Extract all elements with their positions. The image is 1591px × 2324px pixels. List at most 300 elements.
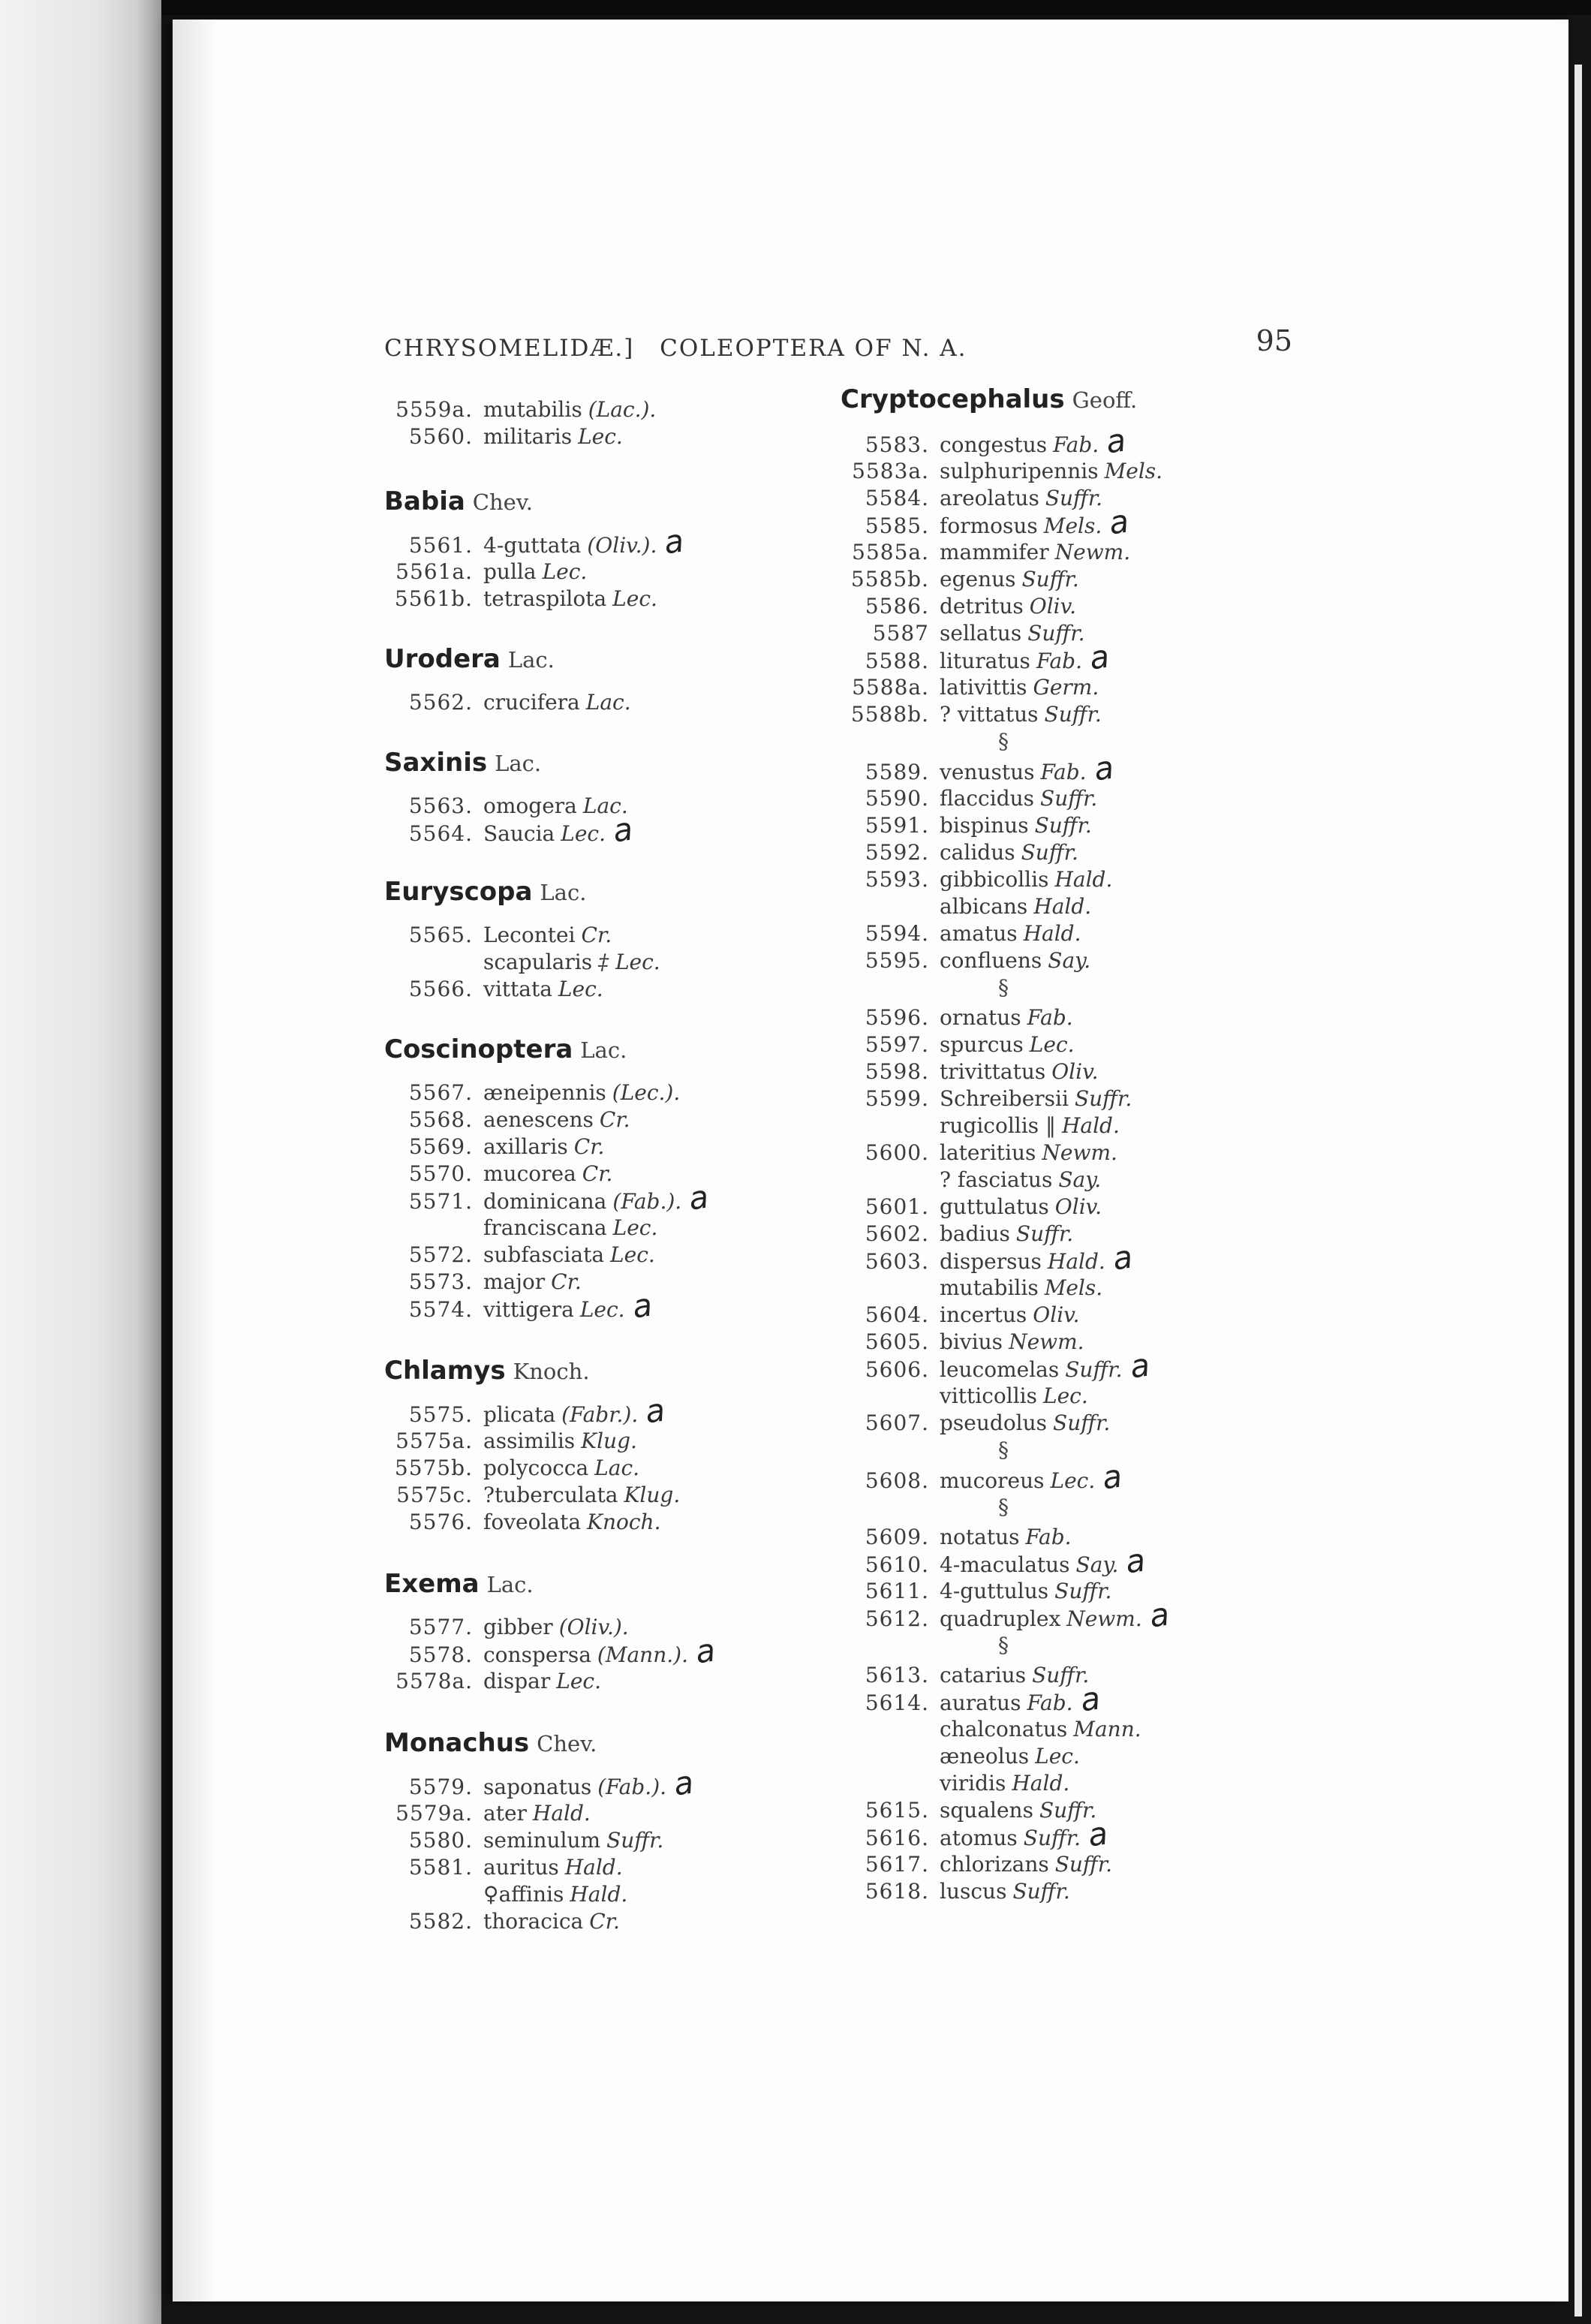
species-author: Fab. [1053,432,1099,457]
species-name: foveolata [483,1510,582,1534]
species-name: polycocca [483,1456,589,1480]
section-mark: § [998,1495,1009,1519]
catalog-number: 5604. [865,1302,929,1327]
catalog-number: 5617. [865,1852,929,1877]
species-author: (Fabr.). [561,1402,639,1427]
catalog-number: 5566. [408,977,473,1001]
handwritten-annotation: a [630,1286,654,1326]
species-name: bispinus [940,813,1029,838]
species-name: gibbicollis [940,867,1049,892]
species-name: ? vittatus [940,702,1039,727]
genus-author: Geoff. [1072,387,1138,413]
species-author: Lec. [1050,1468,1096,1493]
species-entry [384,1668,601,1695]
genus-heading [384,1356,590,1387]
species-entry [384,1286,654,1326]
catalog-number: 5616. [865,1826,929,1850]
genus-author: Lac. [580,1037,627,1063]
species-name: ♀affinis [483,1882,564,1907]
species-author: Cr. [582,1161,613,1186]
species-name: rugicollis ‖ [940,1113,1056,1138]
species-entry [841,1085,1132,1112]
genus-name: Cryptocephalus [841,384,1065,414]
catalog-number: 5618. [865,1879,929,1904]
species-entry [841,1410,1110,1437]
species-author: Lec. [610,1242,655,1267]
catalog-number: 5613. [865,1663,929,1687]
species-name: formosus [940,513,1038,538]
species-entry [384,976,603,1003]
species-author: Newm. [1042,1140,1117,1165]
species-author: Lec. [556,1669,601,1693]
species-entry [384,1455,639,1482]
species-name: lituratus [940,649,1030,673]
species-name: guttulatus [940,1194,1049,1219]
species-name: axillaris [483,1134,568,1159]
species-entry [384,1079,680,1106]
species-name: ? fasciatus [940,1167,1053,1192]
species-entry [384,1827,663,1854]
species-name: plicata [483,1402,556,1427]
catalog-number: 5590. [865,786,929,811]
species-author: Cr. [573,1134,605,1159]
species-author: Klug. [581,1428,637,1453]
species-entry [841,539,1130,566]
species-name: omogera [483,793,577,818]
species-entry [841,1770,1069,1797]
species-author: Hald. [1061,1113,1120,1138]
page-stack-edge [1574,65,1582,2316]
genus-name: Coscinoptera [384,1034,573,1064]
species-author: Lec. [542,559,588,584]
section-mark: § [998,1437,1009,1462]
species-author: Fab. [1027,1690,1073,1715]
species-author: (Oliv.). [587,533,657,558]
species-name: scapularis [483,950,593,974]
catalog-number: 5583. [865,432,929,457]
handwritten-annotation: a [693,1631,717,1671]
species-author: (Lac.). [588,397,657,422]
species-entry [384,1482,680,1509]
running-title-left: CHRYSOMELIDÆ.] [384,335,635,362]
species-name: chlorizans [940,1852,1049,1877]
species-entry [841,1524,1072,1551]
species-entry [384,1763,696,1803]
species-entry [384,1881,627,1908]
species-name: dispersus [940,1249,1042,1274]
species-name: thoracica [483,1909,584,1934]
species-entry [841,1139,1117,1167]
species-name: catarius [940,1663,1027,1687]
catalog-number: 5583a. [852,459,929,483]
species-author: Cr. [599,1107,630,1132]
species-entry [841,1031,1075,1058]
species-entry [384,1178,711,1218]
species-name: notatus [940,1525,1020,1549]
genus-author: Chev. [537,1731,597,1757]
species-entry [841,920,1081,947]
species-author: Klug. [624,1483,681,1507]
species-entry [841,1716,1141,1743]
species-entry [841,1275,1102,1302]
species-name: egenus [940,567,1016,592]
catalog-number: 5576. [408,1510,473,1534]
species-author: Mann. [1073,1717,1141,1741]
species-entry [384,689,631,716]
species-name: Schreibersii [940,1086,1069,1111]
species-author: Lec. [1043,1383,1088,1408]
catalog-number: 5593. [865,867,929,892]
species-name: æneipennis [483,1080,606,1105]
species-entry [384,1854,623,1881]
catalog-number: 5575b. [394,1456,473,1480]
genus-heading [384,877,586,908]
genus-name: Urodera [384,644,501,674]
handwritten-annotation: a [1106,502,1132,542]
species-entry [384,949,660,976]
catalog-number: 5606. [865,1357,929,1382]
species-entry [841,1662,1089,1689]
genus-author: Lac. [495,751,542,776]
catalog-number: 5562. [408,690,473,715]
facing-page-edge [0,0,161,2324]
species-entry [384,396,656,423]
species-author: Mels. [1043,513,1102,538]
catalog-number: 5570. [408,1161,473,1186]
catalog-number: 5610. [865,1552,929,1577]
catalog-number: 5580. [408,1828,473,1853]
catalog-number: 5603. [865,1249,929,1274]
species-entry [841,701,1102,728]
species-author: Suffr. [606,1828,664,1853]
species-entry [841,1058,1098,1085]
catalog-number: 5569. [408,1134,473,1159]
catalog-number: 5589. [865,760,929,784]
species-entry [384,1509,661,1536]
species-entry [841,1004,1073,1031]
species-author: Oliv. [1033,1302,1080,1327]
catalog-number: 5585b. [850,567,929,592]
species-name: badius [940,1221,1010,1246]
catalog-number: 5572. [408,1242,473,1267]
catalog-number: 5565. [408,923,473,947]
species-author: Suffr. [1034,813,1092,838]
species-name: bivius [940,1329,1003,1354]
catalog-number: 5607. [865,1410,929,1435]
species-name: assimilis [483,1428,576,1453]
species-entry [841,1329,1084,1356]
catalog-number: 5608. [865,1468,929,1493]
species-entry [841,421,1129,461]
species-entry [841,502,1132,542]
catalog-number: 5588. [865,649,929,673]
species-name: dispar [483,1669,551,1693]
genus-heading [841,384,1137,416]
species-name: atomus [940,1826,1018,1850]
species-name: incertus [940,1302,1027,1327]
scan-frame-top [0,0,1591,15]
genus-author: Lac. [540,880,587,905]
species-author: ‡ Lec. [598,950,660,974]
species-author: Oliv. [1051,1059,1099,1084]
species-entry [384,1908,620,1935]
catalog-number: 5588a. [852,675,929,700]
species-name: franciscana [483,1215,607,1240]
species-entry [841,1851,1112,1878]
species-author: Lec. [1035,1744,1080,1769]
species-name: Saucia [483,821,555,846]
handwritten-annotation: a [1127,1346,1152,1386]
species-entry [384,1269,582,1296]
species-entry [384,1106,630,1133]
species-author: Suffr. [1044,702,1102,727]
gutter-shadow [173,20,218,2301]
catalog-number: 5615. [865,1798,929,1823]
species-author: Say. [1048,948,1091,973]
catalog-number: 5602. [865,1221,929,1246]
handwritten-annotation: a [1103,421,1129,461]
species-entry [384,922,612,949]
catalog-number: 5577. [408,1615,473,1639]
species-author: Oliv. [1029,594,1077,619]
species-author: Suffr. [1040,786,1098,811]
species-name: calidus [940,840,1015,865]
catalog-number: 5575c. [396,1483,473,1507]
species-author: Suffr. [1015,1221,1074,1246]
catalog-number: 5598. [865,1059,929,1084]
species-name: lateritius [940,1140,1036,1165]
species-entry [841,812,1092,839]
species-author: Suffr. [1023,1826,1081,1850]
catalog-number: 5600. [865,1140,929,1165]
species-author: Hald. [1054,867,1113,892]
species-author: Suffr. [1021,567,1079,592]
species-author: Hald. [1047,1249,1105,1274]
species-name: ater [483,1801,527,1826]
species-author: Say. [1075,1552,1119,1577]
species-name: squalens [940,1798,1033,1823]
species-author: (Oliv.). [558,1615,629,1639]
species-name: congestus [940,432,1048,457]
handwritten-annotation: a [1110,1238,1135,1278]
species-name: 4-guttulus [940,1579,1049,1603]
running-title-center: COLEOPTERA OF N. A. [660,335,967,362]
species-name: ?tuberculata [483,1483,618,1507]
catalog-number: 5559a. [395,397,473,422]
catalog-number: 5578a. [395,1669,473,1693]
species-name: pulla [483,559,537,584]
species-entry [841,1302,1080,1329]
section-mark: § [998,1633,1009,1657]
species-author: Hald. [1012,1771,1070,1796]
species-author: Hald. [1023,921,1081,946]
species-entry [841,1743,1080,1770]
species-author: Hald. [570,1882,628,1907]
species-entry [841,1797,1096,1824]
species-entry [384,1133,604,1160]
species-author: Hald. [532,1801,591,1826]
species-name: vitticollis [940,1383,1038,1408]
species-author: Knoch. [587,1510,661,1534]
species-entry [841,637,1111,677]
species-author: Fab. [1027,1005,1073,1030]
species-name: seminulum [483,1828,601,1853]
species-entry [841,1578,1111,1605]
catalog-number: 5591. [865,813,929,838]
catalog-number: 5578. [408,1642,473,1667]
handwritten-annotation: a [610,810,635,850]
genus-name: Babia [384,486,465,516]
handwritten-annotation: a [1123,1541,1148,1581]
species-author: Hald. [564,1855,623,1880]
species-name: quadruplex [940,1606,1061,1631]
catalog-number: 5605. [865,1329,929,1354]
genus-heading [384,644,555,676]
species-author: Lec. [612,1215,658,1240]
handwritten-annotation: a [642,1391,668,1431]
species-entry [841,1194,1102,1221]
species-author: Hald. [1033,894,1092,919]
species-name: amatus [940,921,1018,946]
genus-name: Monachus [384,1728,530,1758]
species-name: tetraspilota [483,586,607,611]
catalog-number: 5582. [408,1909,473,1934]
section-mark: § [998,729,1009,754]
species-author: Say. [1058,1167,1102,1192]
species-author: Suffr. [1039,1798,1097,1823]
genus-author: Knoch. [513,1359,590,1384]
species-name: auratus [940,1690,1021,1715]
genus-heading [384,1728,597,1760]
genus-author: Lac. [507,647,555,673]
genus-name: Euryscopa [384,877,533,907]
species-name: spurcus [940,1032,1024,1057]
species-name: æneolus [940,1744,1030,1769]
species-name: 4-maculatus [940,1552,1070,1577]
species-entry [384,1428,637,1455]
catalog-number: 5595. [865,948,929,973]
catalog-number: 5594. [865,921,929,946]
handwritten-annotation: a [1085,1814,1110,1854]
species-name: trivittatus [940,1059,1046,1084]
species-name: vittata [483,977,552,1001]
species-name: militaris [483,424,573,449]
handwritten-annotation: a [662,522,687,561]
species-entry [384,793,628,820]
species-entry [384,1160,612,1188]
species-entry [384,1215,657,1242]
catalog-number: 5601. [865,1194,929,1219]
species-author: Suffr. [1065,1357,1123,1382]
catalog-number: 5588b. [850,702,929,727]
species-name: gibber [483,1615,553,1639]
species-author: Suffr. [1045,486,1103,510]
catalog-number: 5587 [872,621,929,646]
catalog-number: 5609. [865,1525,929,1549]
species-author: Lac. [585,690,631,715]
species-name: confluens [940,948,1042,973]
catalog-number: 5564. [408,821,473,846]
catalog-number: 5563. [408,793,473,818]
species-author: Lec. [558,977,603,1001]
species-name: leucomelas [940,1357,1060,1382]
catalog-number: 5568. [408,1107,473,1132]
catalog-number: 5561a. [395,559,473,584]
species-entry [384,1391,668,1431]
catalog-number: 5567. [408,1080,473,1105]
species-entry [841,947,1090,974]
catalog-number: 5586. [865,594,929,619]
catalog-number: 5596. [865,1005,929,1030]
handwritten-annotation: a [1091,748,1116,788]
species-author: Suffr. [1054,1579,1112,1603]
species-entry [384,586,657,613]
species-name: sulphuripennis [940,459,1099,483]
genus-heading [384,748,541,779]
species-entry [841,1595,1171,1635]
species-entry [384,810,635,850]
species-entry [841,1878,1070,1905]
catalog-number: 5571. [408,1189,473,1214]
species-name: viridis [940,1771,1006,1796]
species-name: lativittis [940,675,1027,700]
species-entry [384,1800,591,1827]
handwritten-annotation: a [1078,1679,1102,1719]
species-name: luscus [940,1879,1007,1904]
species-entry [841,1112,1120,1139]
species-author: (Fab.). [612,1189,682,1214]
species-name: detritus [940,594,1024,619]
species-name: ornatus [940,1005,1021,1030]
species-author: (Lec.). [612,1080,681,1105]
genus-name: Saxinis [384,748,488,778]
running-header [384,324,1292,377]
species-entry [384,1242,655,1269]
handwritten-annotation: a [1147,1595,1171,1635]
catalog-number: 5612. [865,1606,929,1631]
genus-heading [384,1569,534,1600]
species-author: Lec. [579,1297,625,1322]
genus-heading [384,486,533,518]
species-entry [841,866,1112,893]
section-mark: § [998,975,1009,1000]
catalog-number: 5585a. [852,540,929,564]
species-author: Lec. [578,424,623,449]
species-author: Newm. [1066,1606,1142,1631]
species-author: Mels. [1044,1275,1103,1300]
species-name: flaccidus [940,786,1035,811]
species-entry [384,1631,717,1671]
species-name: sellatus [940,621,1022,646]
catalog-number: 5611. [865,1579,929,1603]
species-entry [841,839,1078,866]
species-author: (Mann.). [597,1642,688,1667]
catalog-number: 5585. [865,513,929,538]
catalog-number: 5573. [408,1269,473,1294]
species-entry [841,1679,1102,1719]
species-name: mucoreus [940,1468,1045,1493]
species-author: Lac. [594,1456,640,1480]
page-number: 95 [1256,324,1292,357]
species-name: conspersa [483,1642,591,1667]
species-entry [841,620,1084,647]
species-name: major [483,1269,546,1294]
species-author: Suffr. [1027,621,1085,646]
species-author: Newm. [1009,1329,1084,1354]
species-entry [841,1238,1135,1278]
species-author: Fab. [1036,649,1082,673]
genus-author: Chev. [472,489,533,515]
